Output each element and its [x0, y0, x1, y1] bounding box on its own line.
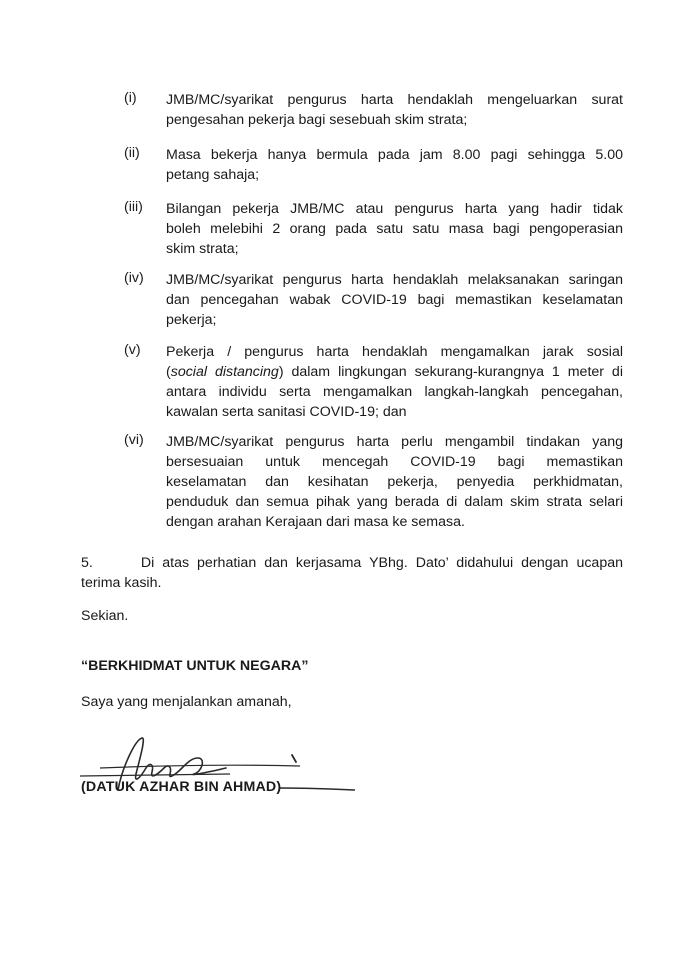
- signature-image: [80, 728, 360, 808]
- list-item-text: Bilangan pekerja JMB/MC atau pengurus harta yang hadir tidak boleh melebihi 2 orang pada satu satu masa bagi pengoperasian skim strata;: [166, 201, 623, 257]
- list-item-text: Masa bekerja hanya bermula pada jam 8.00 pagi sehingga 5.00 petang sahaja;: [166, 147, 623, 183]
- list-item-number: (iv): [124, 270, 144, 286]
- list-item-number: (i): [124, 90, 137, 106]
- list-item-text: JMB/MC/syarikat pengurus harta hendaklah mengeluarkan surat pengesahan pekerja bagi sesebuah skim strata;: [166, 92, 623, 128]
- list-item-text: JMB/MC/syarikat pengurus harta hendaklah melaksanakan saringan dan pencegahan wabak COVID-19 bagi memastikan keselamatan pekerja;: [166, 272, 623, 328]
- list-item-number: (ii): [124, 145, 140, 161]
- list-item-number: (iii): [124, 199, 143, 215]
- motto: “BERKHIDMAT UNTUK NEGARA”: [81, 658, 309, 674]
- signatory-name: (DATUK AZHAR BIN AHMAD): [81, 779, 282, 795]
- list-item-text: JMB/MC/syarikat pengurus harta perlu mengambil tindakan yang bersesuaian untuk mencegah COVID-19 bagi memastikan keselamatan dan kesihatan pekerja, penyedia perkhidmatan, penduduk dan semua pihak yang berada di dalam skim strata selari dengan arahan Kerajaan dari masa ke semasa.: [166, 434, 623, 530]
- list-item-text: Pekerja / pengurus harta hendaklah mengamalkan jarak sosial (social distancing) dalam lingkungan sekurang-kurangnya 1 meter di antara individu serta mengamalkan langkah-langkah pencegahan, kawalan serta sanitasi COVID-19; dan: [166, 344, 623, 420]
- trust-line: Saya yang menjalankan amanah,: [81, 694, 292, 710]
- list-item-number: (vi): [124, 432, 144, 448]
- closing-paragraph: 5. Di atas perhatian dan kerjasama YBhg. Dato’ didahului dengan ucapan terima kasih.: [81, 555, 623, 591]
- italic-term: social distancing: [170, 364, 279, 380]
- closing-text: Sekian.: [81, 608, 129, 624]
- list-item-number: (v): [124, 342, 141, 358]
